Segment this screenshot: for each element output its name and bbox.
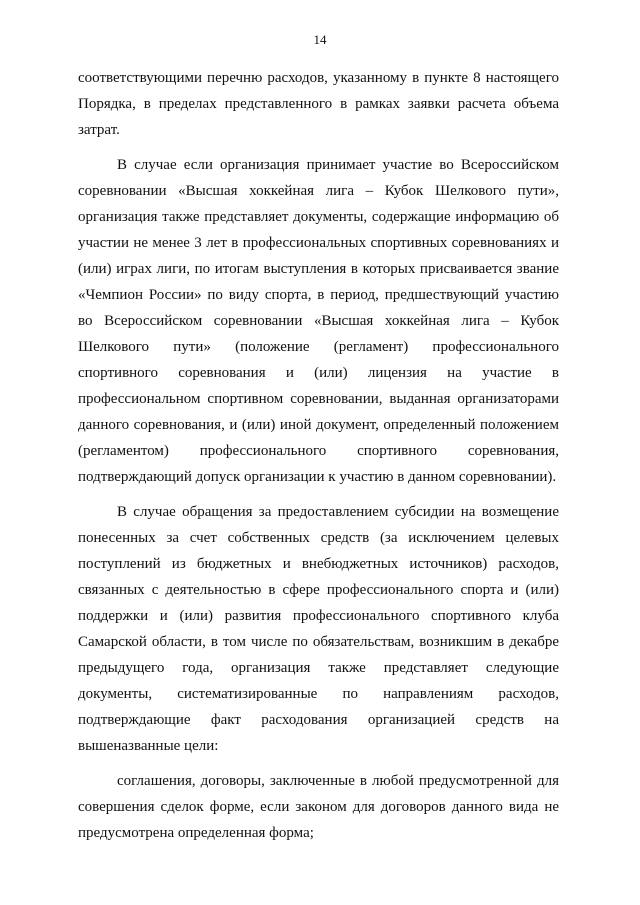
paragraph-hockey-league-documents: В случае если организация принимает участие во Всероссийском соревновании «Высшая хоккейная лига – Кубок Шелкового пути», организация также представляет документы, содержащие информацию об участии не менее 3 лет в профессиональных спортивных соревнованиях и (или) играх лиги, по итогам выступления в которых присваивается звание «Чемпион России» по виду спорта, в период, предшествующий участию во Всероссийском соревновании «Высшая хоккейная лига – Кубок Шелкового пути» (положение (регламент) профессионального спортивного соревнования и (или) лицензия на участие в профессиональном спортивном соревновании, выданная организаторами данного соревнования, и (или) иной документ, определенный положением (регламентом) профессионального спортивного соревнования, подтверждающий допуск организации к участию в данном соревновании).	[78, 157, 559, 485]
paragraph-subsidy-reimbursement: В случае обращения за предоставлением субсидии на возмещение понесенных за счет собственных средств (за исключением целевых поступлений из бюджетных и внебюджетных источников) расходов, связанных с деятельностью в сфере профессионального спорта и (или) поддержки и (или) развития профессионального спортивного клуба Самарской области, в том числе по обязательствам, возникшим в декабре предыдущего года, организация также представляет следующие документы, систематизированные по направлениям расходов, подтверждающие факт расходования организацией средств на вышеназванные цели:	[78, 504, 559, 754]
paragraph-agreements-contracts: соглашения, договоры, заключенные в любой предусмотренной для совершения сделок форме, если законом для договоров данного вида не предусмотрена определенная форма;	[78, 773, 559, 841]
page-number: 14	[313, 32, 327, 47]
document-body	[78, 65, 559, 846]
paragraph-continuation: соответствующими перечню расходов, указанному в пункте 8 настоящего Порядка, в пределах представленного в рамках заявки расчета объема затрат.	[78, 70, 559, 138]
